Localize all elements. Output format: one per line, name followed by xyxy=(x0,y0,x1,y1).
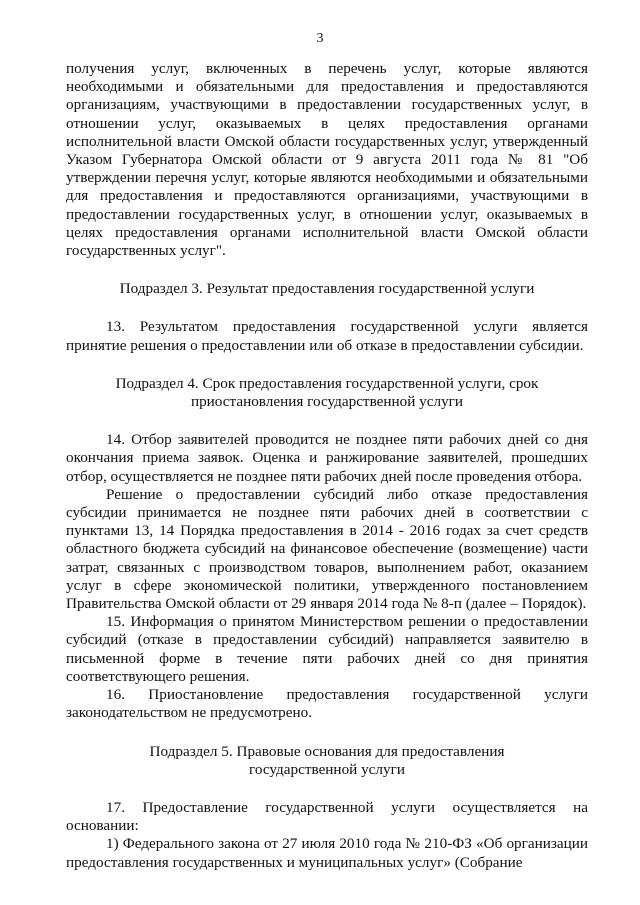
paragraph-17: 17. Предоставление государственной услуги осуществляется на основании: xyxy=(66,798,588,835)
paragraph-13: 13. Результатом предоставления государственной услуги является принятие решения о предоставлении или об отказе в предоставлении субсидии. xyxy=(66,318,588,354)
spacer xyxy=(66,260,588,280)
subsection-5-heading-line-1: Подраздел 5. Правовые основания для предоставления xyxy=(149,742,505,760)
paragraph-17-item-1: 1) Федерального закона от 27 июля 2010 года № 210-ФЗ «Об организации предоставления государственных и муниципальных услуг» (Собрание xyxy=(66,835,588,871)
spacer xyxy=(66,355,588,375)
paragraph-16: 16. Приостановление предоставления государственной услуги законодательством не предусмотрено. xyxy=(66,686,588,722)
paragraph-14: 14. Отбор заявителей проводится не позднее пяти рабочих дней со дня окончания приема заявок. Оценка и ранжирование заявителей, прошедших отбор, осуществляется не позднее пяти рабочих дней после проведения отбора. xyxy=(66,431,588,485)
spacer xyxy=(66,779,588,799)
subsection-4-heading-line-1: Подраздел 4. Срок предоставления государственной услуги, срок xyxy=(115,374,539,392)
page-number: 3 xyxy=(316,31,324,46)
document-body xyxy=(66,60,588,872)
spacer xyxy=(66,411,588,431)
paragraph-14-decision: Решение о предоставлении субсидий либо отказе предоставления субсидии принимается не позднее пяти рабочих дней в соответствии с пунктами 13, 14 Порядка предоставления в 2014 - 2016 годах за счет средств областного бюджета субсидий на финансовое обеспечение (возмещение) части затрат, связанных с производством товаров, выполнением работ, оказанием услуг в сфере экономической политики, утвержденного постановлением Правительства Омской области от 29 января 2014 года № 8-п (далее – Порядок). xyxy=(66,485,588,613)
spacer xyxy=(66,298,588,318)
subsection-5-heading-line-2: государственной услуги xyxy=(249,760,405,778)
subsection-3-heading: Подраздел 3. Результат предоставления государственной услуги xyxy=(119,280,535,298)
spacer xyxy=(66,723,588,743)
paragraph-15: 15. Информация о принятом Министерством решении о предоставлении субсидий (отказе в предоставлении субсидий) направляется заявителю в письменной форме в течение пяти рабочих дней со дня принятия соответствующего решения. xyxy=(66,613,588,685)
paragraph-intro-continuation: получения услуг, включенных в перечень услуг, которые являются необходимыми и обязательными для предоставления и предоставляются организациям, участвующими в предоставлении государственных услуг, в отношении услуг, оказываемых в целях предоставления органами исполнительной власти Омской области государственных услуг, утвержденный Указом Губернатора Омской области от 9 августа 2011 года № 81 "Об утверждении перечня услуг, которые являются необходимыми и обязательными для предоставления и предоставляются организациями, участвующими в предоставлении государственных услуг, в отношении услуг, оказываемых в целях предоставления органами исполнительной власти Омской области государственных услуг". xyxy=(66,60,588,260)
subsection-4-heading-line-2: приостановления государственной услуги xyxy=(190,393,464,411)
